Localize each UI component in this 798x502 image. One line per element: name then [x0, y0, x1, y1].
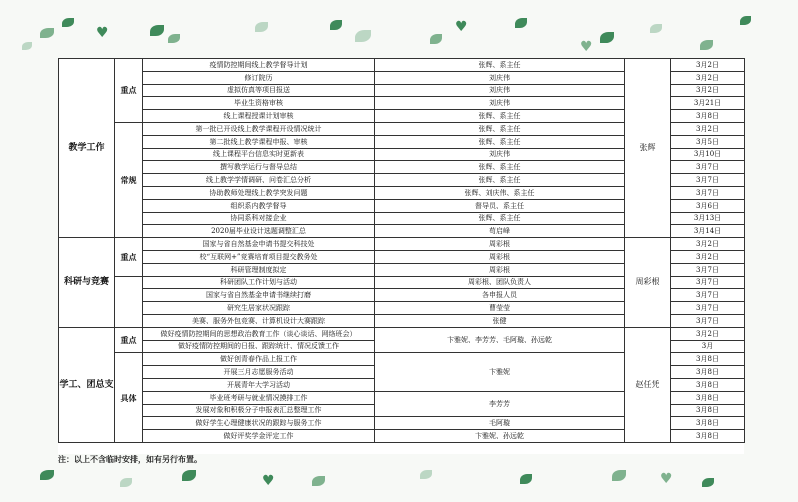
responsible-cell: 各申报人员: [375, 289, 625, 302]
responsible-cell: 张辉、系主任: [375, 135, 625, 148]
area-cell: 科研与竞赛: [59, 238, 115, 328]
task-cell: 组织系内教学督导: [143, 199, 375, 212]
responsible-cell: 曹莹莹: [375, 302, 625, 315]
responsible-cell: 周彩根: [375, 238, 625, 251]
responsible-cell: 张辉、系主任: [375, 161, 625, 174]
leaf-decoration: [702, 478, 714, 487]
date-cell: 3月7日: [671, 263, 745, 276]
date-cell: 3月2日: [671, 238, 745, 251]
task-cell: 做好评奖学金评定工作: [143, 430, 375, 443]
footnote: 注：以上不含临时安排，如有另行布置。: [58, 454, 202, 464]
responsible-cell: 毛阿璇: [375, 417, 625, 430]
task-cell: 第一批已开设线上教学课程开设情况统计: [143, 122, 375, 135]
leaf-decoration: [62, 18, 74, 27]
task-cell: 开展三月志愿服务活动: [143, 366, 375, 379]
heart-icon: ♥: [660, 471, 673, 487]
date-cell: 3月2日: [671, 71, 745, 84]
work-schedule-table: [58, 58, 745, 443]
category-cell: 具体: [115, 353, 143, 443]
leaf-decoration: [650, 24, 662, 33]
area-cell: 学工、团总支: [59, 327, 115, 442]
responsible-cell: 张辉、系主任: [375, 174, 625, 187]
owner-cell: 周彩根: [625, 238, 671, 328]
table-row: [59, 238, 745, 251]
responsible-cell: 张辉、系主任: [375, 122, 625, 135]
date-cell: 3月2日: [671, 327, 745, 340]
responsible-cell: 卞雅妮、孙远乾: [375, 430, 625, 443]
task-cell: 毕业生资格审核: [143, 97, 375, 110]
date-cell: 3月6日: [671, 199, 745, 212]
leaf-decoration: [168, 34, 180, 43]
task-cell: 国家与省自然基金申请书继续打磨: [143, 289, 375, 302]
date-cell: 3月7日: [671, 161, 745, 174]
heart-icon: ♥: [96, 25, 109, 41]
date-cell: 3月7日: [671, 174, 745, 187]
category-cell: 重点: [115, 238, 143, 276]
leaf-decoration: [22, 42, 32, 50]
responsible-cell: 刘庆伟: [375, 84, 625, 97]
leaf-decoration: [515, 18, 527, 28]
date-cell: 3月2日: [671, 84, 745, 97]
leaf-decoration: [740, 16, 751, 25]
responsible-cell: 张辉、系主任: [375, 59, 625, 72]
task-cell: 协助教师处理线上教学突发问题: [143, 186, 375, 199]
leaf-decoration: [182, 470, 196, 481]
task-cell: 做好疫情防控期间的日报、跟踪统计、情况反馈工作: [143, 340, 375, 353]
task-cell: 线上课程授课计划审核: [143, 110, 375, 123]
leaf-decoration: [420, 470, 432, 479]
date-cell: 3月21日: [671, 97, 745, 110]
date-cell: 3月7日: [671, 289, 745, 302]
leaf-decoration: [120, 478, 132, 487]
responsible-cell: 刘庆伟: [375, 97, 625, 110]
date-cell: 3月14日: [671, 225, 745, 238]
task-cell: 协同系科对接企业: [143, 212, 375, 225]
heart-icon: ♥: [455, 19, 468, 35]
task-cell: 做好疫情防控期间的思想政治教育工作（谈心谈话、网络班会）: [143, 327, 375, 340]
task-cell: 第二批线上教学课程申报、审核: [143, 135, 375, 148]
task-cell: 虚拟仿真等项目报送: [143, 84, 375, 97]
schedule-sheet: [58, 58, 744, 464]
responsible-cell: 李芳芳: [375, 391, 625, 417]
task-cell: 做好创青春作品上报工作: [143, 353, 375, 366]
leaf-decoration: [330, 20, 342, 30]
category-cell: [115, 276, 143, 327]
leaf-decoration: [150, 25, 164, 36]
leaf-decoration: [612, 470, 626, 481]
schedule-body: [59, 59, 745, 443]
date-cell: 3月7日: [671, 276, 745, 289]
task-cell: 校“互联网+”竞赛培育项目提交教务处: [143, 250, 375, 263]
heart-icon: ♥: [262, 473, 275, 489]
date-cell: 3月8日: [671, 430, 745, 443]
leaf-decoration: [520, 474, 532, 484]
owner-cell: 赵任凭: [625, 327, 671, 442]
responsible-cell: 卞雅妮: [375, 353, 625, 391]
responsible-cell: 苟启峰: [375, 225, 625, 238]
responsible-cell: 督导员、系主任: [375, 199, 625, 212]
leaf-decoration: [430, 34, 442, 44]
task-cell: 毕业班考研与就业情况摸排工作: [143, 391, 375, 404]
responsible-cell: 张辉、系主任: [375, 212, 625, 225]
leaf-decoration: [355, 30, 371, 42]
table-row: [59, 59, 745, 72]
date-cell: 3月8日: [671, 110, 745, 123]
date-cell: 3月2日: [671, 59, 745, 72]
area-cell: 教学工作: [59, 59, 115, 238]
responsible-cell: 刘庆伟: [375, 71, 625, 84]
task-cell: 科研团队工作计划与活动: [143, 276, 375, 289]
leaf-decoration: [312, 476, 325, 486]
date-cell: 3月8日: [671, 404, 745, 417]
responsible-cell: 张健: [375, 314, 625, 327]
responsible-cell: 刘庆伟: [375, 148, 625, 161]
leaf-decoration: [40, 470, 54, 480]
task-cell: 疫情防控期间线上教学督导计划: [143, 59, 375, 72]
category-cell: 重点: [115, 327, 143, 353]
date-cell: 3月2日: [671, 122, 745, 135]
task-cell: 线上教学学情调研、问卷汇总分析: [143, 174, 375, 187]
task-cell: 做好学生心理健康状况的跟踪与服务工作: [143, 417, 375, 430]
task-cell: 撰写教学运行与督导总结: [143, 161, 375, 174]
leaf-decoration: [700, 40, 713, 50]
leaf-decoration: [40, 28, 54, 38]
responsible-cell: 张辉、刘庆伟、系主任: [375, 186, 625, 199]
date-cell: 3月: [671, 340, 745, 353]
date-cell: 3月2日: [671, 250, 745, 263]
heart-icon: ♥: [580, 39, 593, 55]
responsible-cell: 周彩根、团队负责人: [375, 276, 625, 289]
owner-cell: 张辉: [625, 59, 671, 238]
task-cell: 美赛、服务外包竞赛、计算机设计大赛跟踪: [143, 314, 375, 327]
task-cell: 线上课程平台信息实时更新表: [143, 148, 375, 161]
leaf-decoration: [255, 22, 268, 32]
category-cell: 常规: [115, 122, 143, 237]
date-cell: 3月7日: [671, 302, 745, 315]
task-cell: 开展青年大学习活动: [143, 378, 375, 391]
table-row: [59, 327, 745, 340]
category-cell: 重点: [115, 59, 143, 123]
date-cell: 3月10日: [671, 148, 745, 161]
responsible-cell: 周彩根: [375, 263, 625, 276]
date-cell: 3月5日: [671, 135, 745, 148]
leaf-decoration: [600, 32, 614, 43]
date-cell: 3月8日: [671, 417, 745, 430]
date-cell: 3月7日: [671, 186, 745, 199]
date-cell: 3月13日: [671, 212, 745, 225]
task-cell: 国家与省自然基金申请书提交科技处: [143, 238, 375, 251]
task-cell: 研究生居家状况跟踪: [143, 302, 375, 315]
responsible-cell: 卞雅妮、李芳芳、毛阿璇、孙远乾: [375, 327, 625, 353]
task-cell: 修订院历: [143, 71, 375, 84]
date-cell: 3月7日: [671, 314, 745, 327]
date-cell: 3月8日: [671, 366, 745, 379]
date-cell: 3月8日: [671, 378, 745, 391]
date-cell: 3月8日: [671, 391, 745, 404]
task-cell: 发展对象和积极分子申报表汇总整理工作: [143, 404, 375, 417]
task-cell: 2020届毕业设计选题调整汇总: [143, 225, 375, 238]
date-cell: 3月8日: [671, 353, 745, 366]
task-cell: 科研管理制度拟定: [143, 263, 375, 276]
responsible-cell: 周彩根: [375, 250, 625, 263]
responsible-cell: 张辉、系主任: [375, 110, 625, 123]
